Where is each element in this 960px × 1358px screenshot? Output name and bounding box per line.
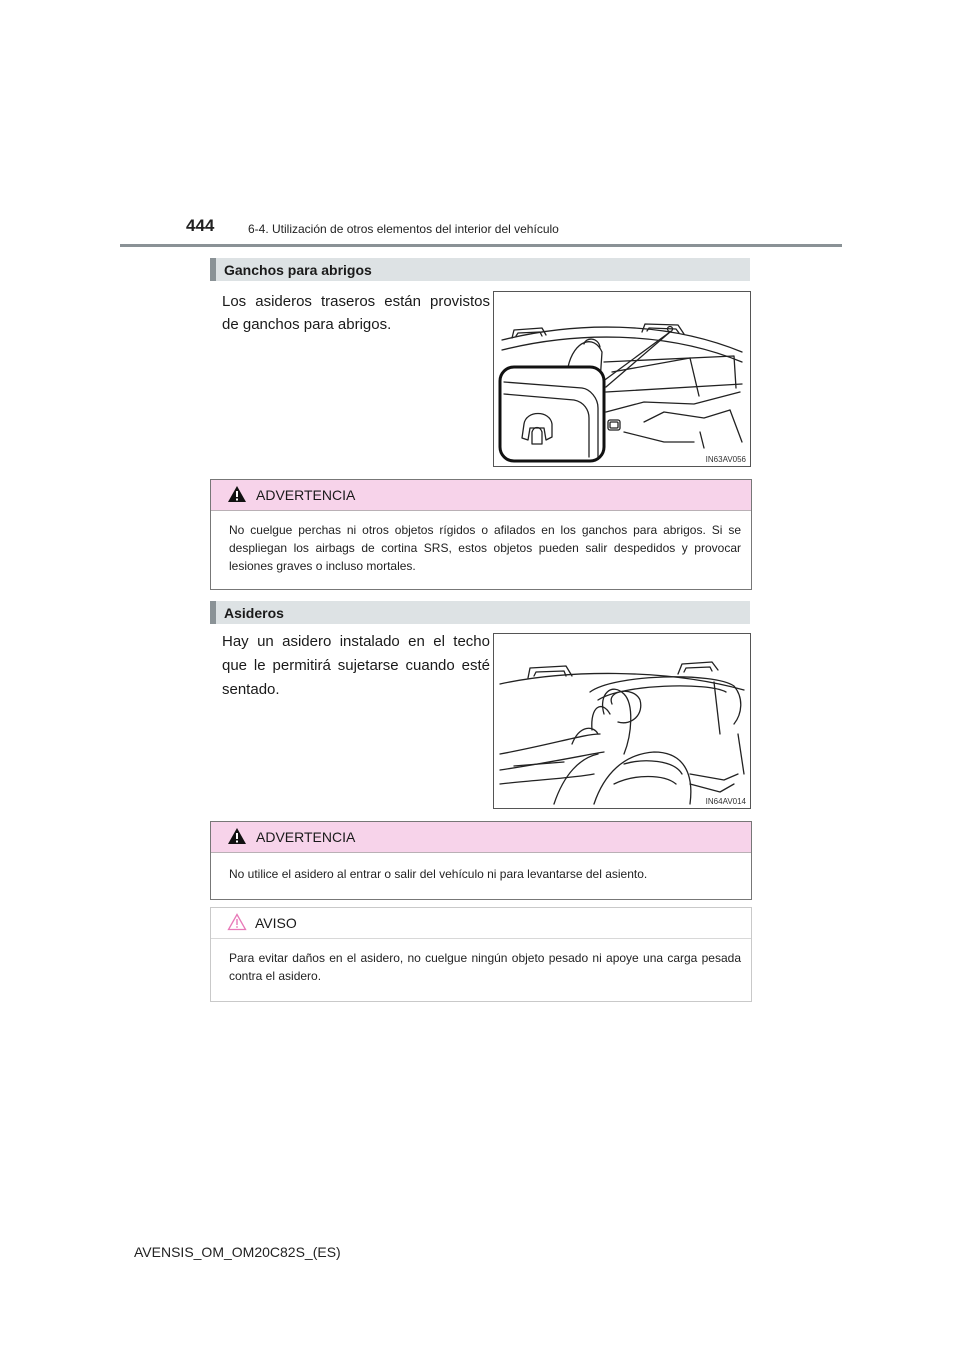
section-title: Ganchos para abrigos [224, 262, 372, 278]
warning-triangle-icon [227, 485, 247, 503]
section-title: Asideros [224, 605, 284, 621]
notice-box [210, 907, 752, 1002]
warning-text: No cuelgue perchas ni otros objetos rígidos o afilados en los ganchos para abrigos. Si se despliegan los airbags de cortina SRS, estos objetos pueden salir despedidos y provocar lesiones graves o incluso mortales. [229, 523, 741, 573]
notice-text: Para evitar daños en el asidero, no cuelgue ningún objeto pesado ni apoye una carga pesada contra el asidero. [229, 951, 741, 983]
warning-box-coat-hooks [210, 479, 752, 590]
running-title: 6-4. Utilización de otros elementos del interior del vehículo [248, 222, 559, 236]
notice-label: AVISO [255, 915, 297, 931]
grab-handle-drawing [494, 634, 750, 808]
page-number: 444 [186, 216, 215, 235]
warning-label: ADVERTENCIA [256, 829, 356, 845]
notice-header [211, 908, 751, 939]
figure-code: IN63AV056 [705, 455, 746, 464]
coat-hooks-text: Los asideros traseros están provistos de ganchos para abrigos. [222, 293, 490, 333]
header-rule [120, 244, 842, 247]
coat-hook-drawing [494, 292, 750, 466]
warning-label: ADVERTENCIA [256, 487, 356, 503]
warning-box-grab-handles [210, 821, 752, 900]
section-heading-grab-handles [210, 601, 750, 624]
warning-triangle-icon [227, 827, 247, 845]
document-id: AVENSIS_OM_OM20C82S_(ES) [134, 1244, 341, 1260]
section-heading-coat-hooks [210, 258, 750, 281]
warning-text: No utilice el asidero al entrar o salir del vehículo ni para levantarse del asiento. [229, 867, 648, 881]
warning-header [211, 480, 751, 511]
warning-header [211, 822, 751, 853]
grab-handles-text: Hay un asidero instalado en el techo que le permitirá sujetarse cuando esté sentado. [222, 633, 490, 698]
coat-hook-illustration [493, 291, 751, 467]
notice-triangle-icon [227, 913, 247, 931]
grab-handle-illustration [493, 633, 751, 809]
figure-code: IN64AV014 [705, 797, 746, 806]
